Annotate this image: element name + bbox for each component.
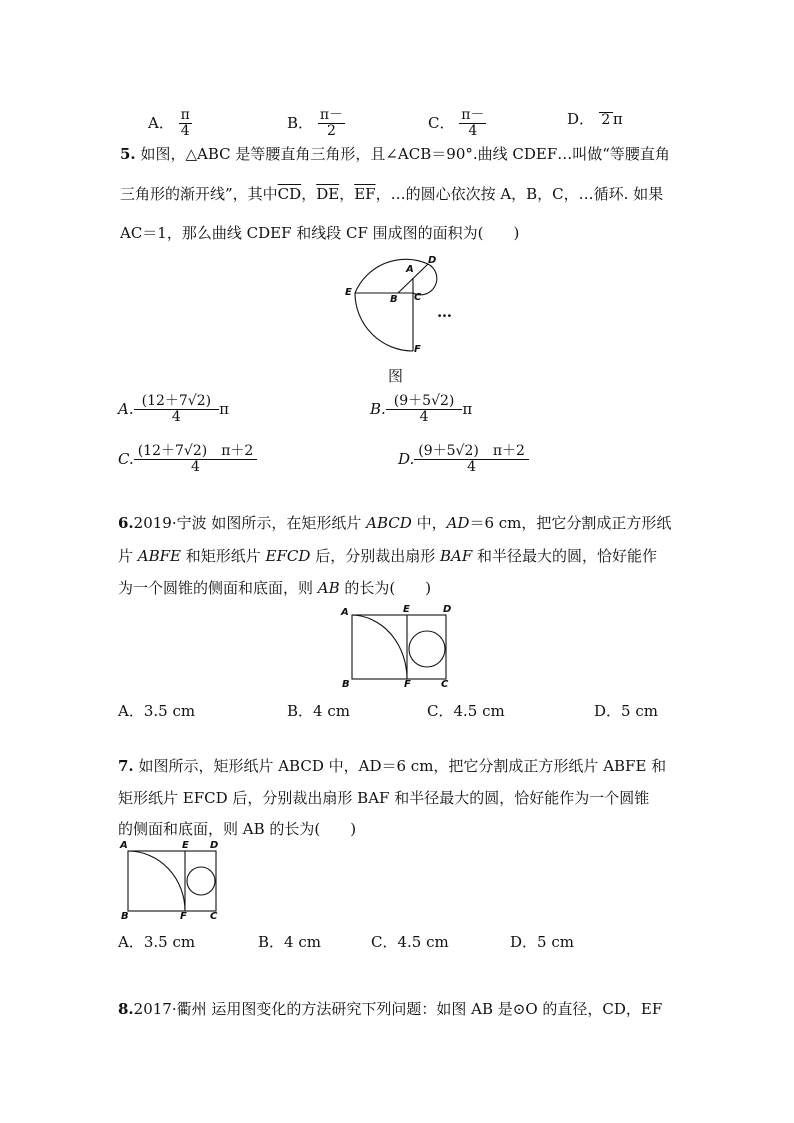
- q6-option-d: D．5 cm: [594, 702, 658, 720]
- q6-label-b: B: [342, 679, 350, 690]
- q6-option-a: A．3.5 cm: [118, 702, 196, 720]
- q7-number: 7.: [118, 757, 134, 775]
- q4-option-b: B． $\frac{\pi-}{2}$: [287, 107, 344, 140]
- q5-line1: [120, 143, 670, 164]
- q5-number: 5.: [120, 145, 136, 163]
- q6-l2g: 和半径最大的圆，恰好能作: [472, 547, 658, 565]
- q5-a-den: 4: [171, 409, 181, 426]
- q4-c-den: 4: [468, 123, 478, 140]
- q6-number: 6.: [118, 514, 134, 532]
- q6-l2e: 后，分别裁出扇形: [310, 547, 440, 565]
- q6-line3: [118, 577, 431, 598]
- q5-line1-text: 如图，△ABC 是等腰直角三角形，且∠ACB＝90°.曲线 CDEF…叫做“等腰直角: [140, 145, 670, 163]
- q5-label-f: F: [414, 344, 421, 355]
- q5-option-d: D. $\frac{(9+5√2) \pi+2}{4}$: [398, 444, 529, 476]
- q6-l2a: 片: [118, 547, 138, 565]
- q5-figure-caption: 图: [388, 367, 404, 385]
- q5-line2: 三角形的渐开线”，其中$\overline{CD}$，$\overline{DE}$，$\overline{EF}$，…的圆心依次按 A，B，C，…循环. 如果: [120, 185, 664, 203]
- q6-l3a: 为一个圆锥的侧面和底面，则: [118, 579, 318, 597]
- q6-option-c: C．4.5 cm: [427, 702, 505, 720]
- q5-label-c: C: [414, 292, 422, 303]
- q5-option-c: C. $\frac{(12+7√2) \pi+2}{4}$: [118, 444, 257, 476]
- q6-label-a: A: [341, 607, 349, 618]
- q6-l2b: ABFE: [137, 547, 181, 565]
- q5-option-a: A. $\frac{(12+7√2)}{4}$ π: [118, 393, 229, 426]
- q7-label-f: F: [180, 911, 187, 922]
- q8-line1-text: 运用图变化的方法研究下列问题：如图 AB 是⊙O 的直径，CD，EF: [206, 1000, 663, 1018]
- q8-source: 2017·衢州: [133, 1000, 207, 1018]
- q5-d-num: (9＋5√2) π＋2: [414, 444, 529, 460]
- q5-continuation-dots: …: [437, 303, 452, 321]
- q6-line2: [118, 545, 657, 566]
- q4-a-den: 4: [180, 123, 190, 140]
- q5-line3: [120, 222, 519, 243]
- q7-label-b: B: [121, 911, 129, 922]
- q5-a-tail: π: [219, 399, 229, 418]
- q6-l3b: AB: [317, 579, 340, 597]
- q6-l3c: 的长为( ): [339, 579, 432, 597]
- q5-c-den: 4: [191, 459, 200, 476]
- q6-label-e: E: [403, 604, 410, 615]
- q5-a-num: (12＋7√2): [134, 394, 219, 410]
- q6-figure: [340, 605, 460, 690]
- q6-label-c: C: [441, 679, 449, 690]
- q4-c-num: π－: [461, 107, 485, 123]
- q7-option-b: B．4 cm: [258, 933, 321, 951]
- q4-option-d: D． 2 π: [567, 110, 623, 128]
- q5-arc3: $\overline{EF}$: [354, 185, 376, 203]
- q8-number: 8.: [118, 1000, 134, 1018]
- q6-option-b: B．4 cm: [287, 702, 350, 720]
- q5-option-b: B. $\frac{(9+5√2)}{4}$ π: [370, 393, 473, 426]
- q4-a-num: π: [180, 107, 190, 123]
- q4-b-den: 2: [326, 123, 336, 140]
- q7-line2: 矩形纸片 EFCD 后，分别裁出扇形 BAF 和半径最大的圆，恰好能作为一个圆锥: [118, 789, 650, 807]
- q5-b-tail: π: [462, 399, 473, 418]
- q6-l1a: 如图所示，在矩形纸片: [206, 514, 367, 532]
- q4-option-a: A． $\frac{\pi}{4}$: [148, 107, 190, 140]
- q5-line3-text: AC＝1，那么曲线 CDEF 和线段 CF 围成图的面积为( ): [120, 224, 520, 242]
- q6-l1d: AD: [446, 514, 470, 532]
- q5-b-den: 4: [419, 409, 429, 426]
- q7-label-e: E: [182, 840, 189, 851]
- q4-d-tail: π: [612, 110, 623, 128]
- q5-arc1: $\overline{CD}$: [277, 185, 302, 203]
- q5-line2a: 三角形的渐开线”，其中: [120, 185, 278, 203]
- q6-l2d: EFCD: [265, 547, 311, 565]
- q7-option-a: A．3.5 cm: [118, 933, 196, 951]
- q5-label-a: A: [406, 264, 414, 275]
- q6-label-f: F: [404, 679, 411, 690]
- q6-label-d: D: [443, 604, 452, 615]
- q6-l2c: 和矩形纸片: [181, 547, 266, 565]
- q6-line1: [118, 512, 671, 533]
- q5-line2b: ，…的圆心依次按 A，B，C，…循环. 如果: [375, 185, 664, 203]
- q6-l1c: 中，: [411, 514, 447, 532]
- q7-option-d: D．5 cm: [510, 933, 574, 951]
- q5-b-num: (9＋5√2): [386, 394, 463, 410]
- q4-b-num: π－: [319, 107, 344, 123]
- q7-label-a: A: [120, 840, 128, 851]
- q5-arc2: $\overline{DE}$: [316, 185, 340, 203]
- q7-line3: 的侧面和底面，则 AB 的长为( ): [118, 820, 357, 838]
- q5-label-d: D: [428, 255, 437, 266]
- q6-l1e: ＝6 cm，把它分割成正方形纸: [469, 514, 672, 532]
- q6-l2f: BAF: [439, 547, 473, 565]
- q7-label-c: C: [210, 911, 218, 922]
- q7-option-c: C．4.5 cm: [371, 933, 449, 951]
- q6-l1b: ABCD: [366, 514, 412, 532]
- q4-d-den: 2: [601, 111, 611, 128]
- q6-source: 2019·宁波: [133, 514, 207, 532]
- q4-option-c: C． $\frac{\pi-}{4}$: [428, 107, 485, 140]
- q7-line1-text: 如图所示，矩形纸片 ABCD 中，AD＝6 cm，把它分割成正方形纸片 ABFE 和: [138, 757, 667, 775]
- q8-line1: [118, 998, 662, 1019]
- q5-c-num: (12＋7√2) π＋2: [134, 444, 258, 460]
- q7-line1: [118, 755, 666, 776]
- q5-label-e: E: [345, 287, 352, 298]
- q5-label-b: B: [390, 294, 398, 305]
- q7-label-d: D: [210, 840, 219, 851]
- q5-d-den: 4: [467, 459, 477, 476]
